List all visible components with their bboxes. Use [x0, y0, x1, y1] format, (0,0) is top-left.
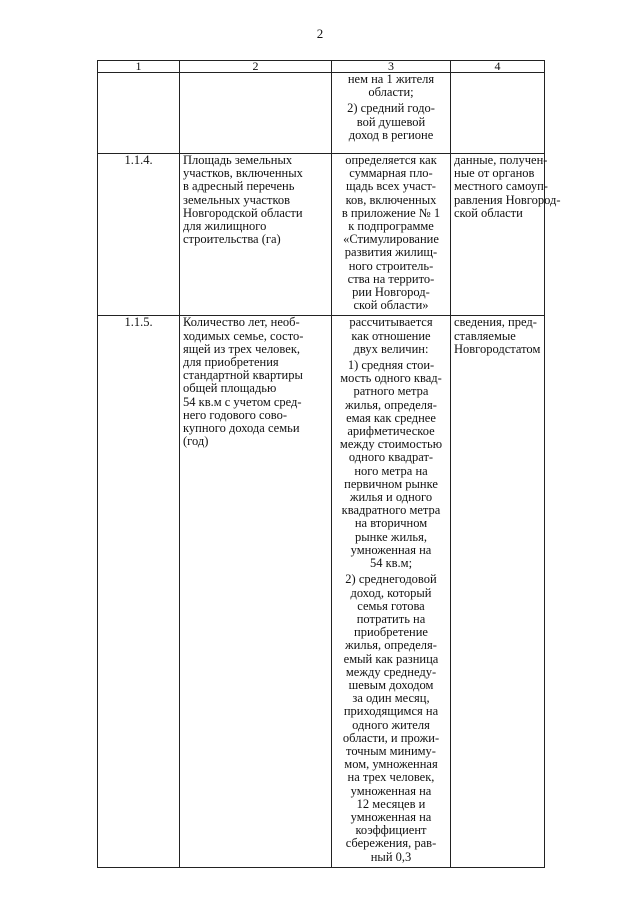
- method-line: потратить на: [356, 611, 426, 626]
- indicator-name-line: строительства (га): [183, 232, 281, 247]
- table-row: [98, 154, 545, 316]
- method-paragraph: [335, 154, 447, 312]
- data-source-line: данные, получен-: [454, 153, 548, 167]
- table-row: [98, 316, 545, 867]
- method-line: рассчитывается: [349, 315, 433, 330]
- page-number: 2: [316, 26, 324, 41]
- method-line: ного строитель-: [348, 258, 434, 273]
- method-line: емый как разница: [343, 651, 439, 666]
- indicator-name-line: стандартной квартиры: [183, 368, 303, 383]
- indicator-name-line: ящей из трех человек,: [183, 341, 301, 356]
- indicators-table: [97, 59, 561, 868]
- indicator-name-line: для жилищного: [183, 219, 267, 234]
- method-line: мом, умноженная: [344, 757, 438, 772]
- indicator-number: 1.1.5.: [98, 316, 180, 867]
- method-line: 12 месяцев и: [356, 796, 426, 811]
- method-line: области;: [368, 85, 414, 100]
- method-line: на трех человек,: [347, 770, 435, 785]
- method-line: 1) средняя стои-: [347, 358, 435, 373]
- indicator-name-line: участков, включенных: [183, 166, 303, 181]
- method-line: емая как среднее: [346, 410, 436, 425]
- method-paragraph: [335, 102, 447, 142]
- calculation-method: [332, 73, 451, 154]
- method-line: ратного метра: [353, 384, 429, 399]
- header-col-1: 1: [98, 61, 180, 73]
- method-line: арифметическое: [347, 424, 435, 439]
- header-col-4: 4: [451, 61, 545, 73]
- indicator-name-line: (год): [183, 434, 209, 449]
- method-line: вой душевой: [356, 114, 426, 129]
- method-line: одного жителя: [352, 717, 430, 732]
- method-line: в приложение № 1: [341, 205, 441, 220]
- method-line: 2) средний годо-: [347, 101, 435, 116]
- method-line: доход в регионе: [348, 127, 434, 142]
- method-line: между среднеду-: [345, 664, 437, 679]
- indicator-name: [180, 154, 332, 316]
- method-line: развития жилищ-: [344, 245, 438, 260]
- method-line: к подпрограмме: [348, 219, 434, 234]
- method-line: приобретение: [354, 625, 428, 640]
- header-col-2: 2: [180, 61, 332, 73]
- method-line: определяется как: [345, 153, 437, 167]
- indicator-name-line: Площадь земельных: [183, 153, 293, 167]
- method-line: шевым доходом: [348, 677, 434, 692]
- method-paragraph: [335, 73, 447, 99]
- method-line: 54 кв.м;: [369, 556, 413, 571]
- method-line: коэффициент: [355, 823, 427, 838]
- method-line: семья готова: [357, 598, 425, 613]
- method-line: суммарная пло-: [349, 166, 433, 181]
- calculation-method: [332, 316, 451, 867]
- calculation-method: [332, 154, 451, 316]
- indicator-name-line: земельных участков: [183, 192, 291, 207]
- table-row: [98, 73, 545, 154]
- method-paragraph: [335, 359, 447, 570]
- indicator-name: [180, 73, 332, 154]
- indicator-number: 1.1.4.: [98, 154, 180, 316]
- method-line: двух величин:: [353, 341, 429, 356]
- data-source-line: ные от органов: [454, 166, 535, 181]
- method-line: нем на 1 жителя: [347, 72, 435, 86]
- data-source: [451, 316, 545, 867]
- method-line: доход, который: [350, 585, 432, 600]
- method-line: как отношение: [351, 328, 431, 343]
- method-line: 2) среднегодовой: [345, 572, 437, 587]
- indicator-name-line: него годового сово-: [183, 407, 288, 422]
- indicator-name-line: ходимых семье, состо-: [183, 328, 304, 343]
- indicator-name-line: общей площадью: [183, 381, 277, 396]
- method-line: одного квадрат-: [348, 450, 434, 465]
- indicator-name-line: Новгородской области: [183, 205, 303, 220]
- indicator-name: [180, 316, 332, 867]
- indicator-name-line: для приобретения: [183, 355, 279, 370]
- method-line: ков, включенных: [345, 192, 437, 207]
- method-paragraph: [335, 573, 447, 863]
- method-line: между стоимостью: [339, 437, 443, 452]
- header-col-3: 3: [332, 61, 451, 73]
- method-line: первичном рынке: [344, 476, 438, 491]
- method-line: рии Новгород-: [352, 285, 430, 300]
- indicator-name-line: купного дохода семьи: [183, 421, 300, 436]
- method-line: квадратного метра: [341, 503, 441, 518]
- method-line: умноженная на: [350, 809, 432, 824]
- data-source-line: ставляемые: [454, 328, 516, 343]
- method-line: жилья и одного: [349, 490, 433, 505]
- method-paragraph: [335, 316, 447, 356]
- method-line: за один месяц,: [352, 691, 430, 706]
- data-source: [451, 153, 561, 316]
- method-line: ства на террито-: [347, 271, 435, 286]
- method-line: на вторичном: [354, 516, 428, 531]
- indicator-name-line: 54 кв.м с учетом сред-: [183, 394, 302, 409]
- indicator-number: [98, 73, 180, 154]
- method-line: щадь всех участ-: [346, 179, 436, 194]
- indicator-name-line: в адресный перечень: [183, 179, 295, 194]
- method-line: ской области»: [353, 298, 429, 313]
- method-line: сбережения, рав-: [345, 836, 437, 851]
- header-row: [98, 61, 545, 73]
- method-line: рынке жилья,: [355, 529, 427, 544]
- data-source-line: равления Новгород-: [454, 192, 561, 207]
- method-line: мость одного квад-: [340, 371, 442, 386]
- data-source-line: местного самоуп-: [454, 179, 548, 194]
- method-line: ный 0,3: [370, 849, 412, 864]
- indicator-name-line: Количество лет, необ-: [183, 315, 300, 330]
- data-source-line: ской области: [454, 205, 523, 220]
- data-source-line: Новгородстатом: [454, 341, 541, 356]
- method-line: жилья, определя-: [345, 397, 437, 412]
- method-line: жилья, определя-: [345, 638, 437, 653]
- method-line: точным миниму-: [346, 743, 436, 758]
- method-line: ного метра на: [354, 463, 428, 478]
- data-source: [451, 73, 545, 154]
- method-line: «Стимулирование: [343, 232, 439, 247]
- method-line: области, и прожи-: [342, 730, 440, 745]
- data-source-line: сведения, пред-: [454, 315, 537, 330]
- method-line: приходящимся на: [343, 704, 439, 719]
- method-line: умноженная на: [350, 542, 432, 557]
- method-line: умноженная на: [350, 783, 432, 798]
